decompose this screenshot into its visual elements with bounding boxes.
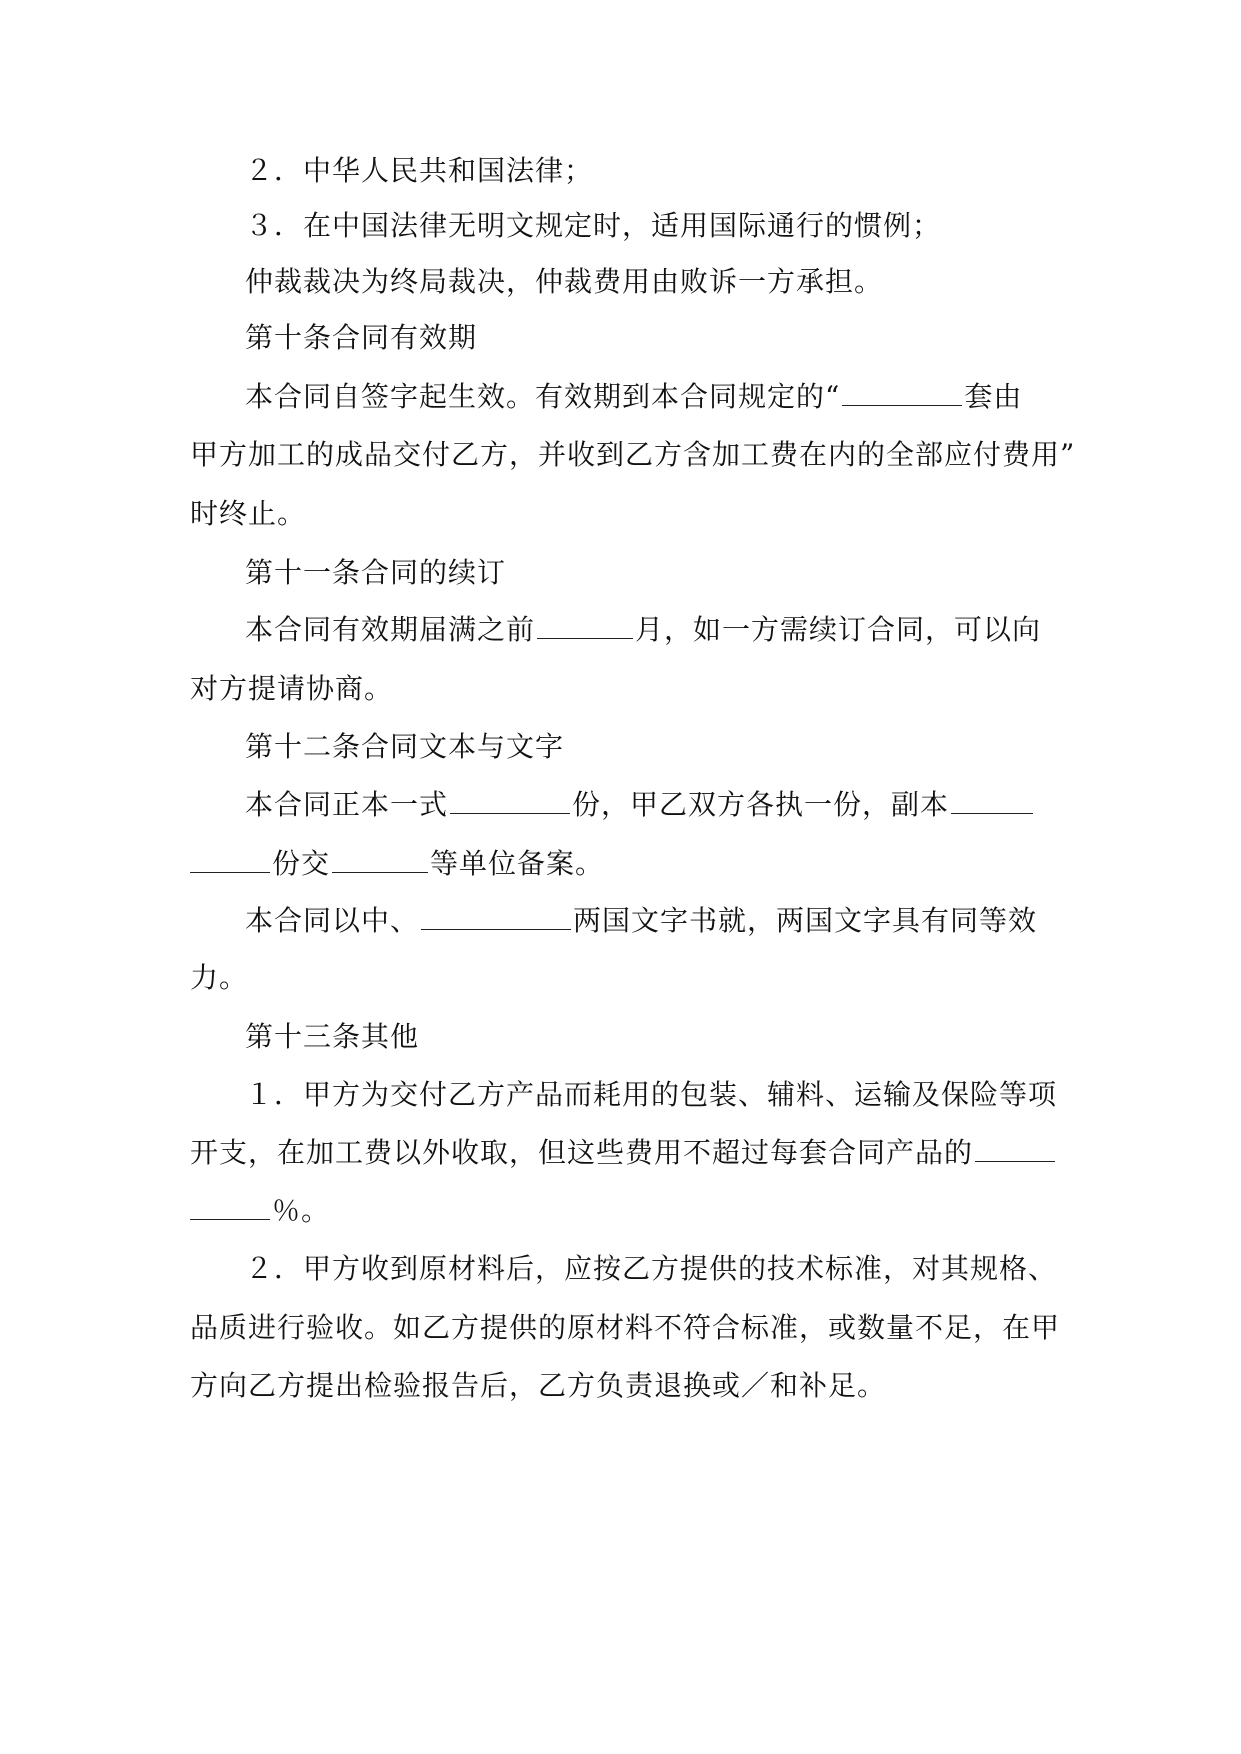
renewal-text-end: 对方提请协商。: [190, 672, 394, 705]
validity-text-start: 本合同自签字起生效。有效期到本合同规定的“: [245, 380, 841, 413]
fill-in-blank: [975, 1133, 1055, 1162]
clause-2-law: ２．中华人民共和国法律；: [245, 154, 594, 187]
clause-3-international-practice: ３．在中国法律无明文规定时，适用国际通行的惯例；: [245, 209, 942, 242]
section-heading: [245, 553, 1070, 593]
article-11-heading: 第十一条合同的续订: [245, 556, 507, 589]
paragraph-line: [245, 262, 1070, 302]
fill-in-blank: [190, 1191, 270, 1220]
fill-in-blank: [450, 785, 570, 814]
language-text-start: 本合同以中、: [245, 904, 420, 937]
copies-text-continue: 份，甲乙双方各执一份，副本: [572, 788, 950, 821]
paragraph-line: [190, 435, 1076, 475]
fill-in-blank: [190, 844, 270, 873]
renewal-text-start: 本合同有效期届满之前: [245, 613, 536, 646]
paragraph-line: [190, 844, 1070, 884]
copies-text-middle: 份交: [272, 847, 331, 880]
fill-in-blank: [421, 901, 571, 930]
section-heading: [245, 727, 1070, 767]
other-clause-2-end: 方向乙方提出检验报告后，乙方负责退换或／和补足。: [190, 1369, 887, 1402]
paragraph-line: [245, 1075, 1070, 1115]
fill-in-blank: [332, 844, 428, 873]
language-text-continue: 两国文字书就，两国文字具有同等效: [573, 904, 1038, 937]
renewal-text-continue: 月，如一方需续订合同，可以向: [635, 613, 1042, 646]
copies-text-start: 本合同正本一式: [245, 788, 449, 821]
paragraph-line: [190, 958, 1070, 998]
other-clause-1-start: １．甲方为交付乙方产品而耗用的包装、辅料、运输及保险等项: [245, 1078, 1058, 1111]
arbitration-final-text: 仲裁裁决为终局裁决，仲裁费用由败诉一方承担。: [245, 265, 884, 298]
section-heading: [245, 318, 1070, 358]
paragraph-line: [190, 1366, 1070, 1406]
paragraph-line: [245, 785, 1070, 825]
paragraph-line: [190, 494, 1070, 534]
paragraph-line: [245, 610, 1070, 650]
article-13-heading: 第十三条其他: [245, 1020, 420, 1053]
article-12-heading: 第十二条合同文本与文字: [245, 730, 565, 763]
paragraph-line: [190, 1308, 1070, 1348]
language-text-end: 力。: [190, 961, 249, 994]
paragraph-line: [245, 1249, 1070, 1289]
validity-text-middle: 甲方加工的成品交付乙方，并收到乙方含加工费在内的全部应付费用”: [190, 438, 1076, 471]
paragraph-line: [190, 1191, 1070, 1231]
fill-in-blank: [951, 785, 1033, 814]
paragraph-line: [190, 1133, 1070, 1173]
copies-text-end: 等单位备案。: [430, 847, 605, 880]
other-clause-2-middle: 品质进行验收。如乙方提供的原材料不符合标准，或数量不足，在甲: [190, 1311, 1061, 1344]
paragraph-line: [245, 151, 1070, 191]
fill-in-blank: [537, 610, 633, 639]
paragraph-line: [245, 206, 1070, 246]
other-clause-1-end: ％。: [272, 1194, 331, 1227]
validity-text-end: 时终止。: [190, 497, 307, 530]
fill-in-blank: [842, 377, 962, 406]
other-clause-2-start: ２．甲方收到原材料后，应按乙方提供的技术标准，对其规格、: [245, 1252, 1058, 1285]
section-heading: [245, 1017, 1070, 1057]
other-clause-1-middle: 开支，在加工费以外收取，但这些费用不超过每套合同产品的: [190, 1136, 974, 1169]
paragraph-line: [190, 669, 1070, 709]
paragraph-line: [245, 901, 1070, 941]
article-10-heading: 第十条合同有效期: [245, 321, 478, 354]
paragraph-line: [245, 377, 1070, 417]
validity-text-continue: 套由: [964, 380, 1023, 413]
